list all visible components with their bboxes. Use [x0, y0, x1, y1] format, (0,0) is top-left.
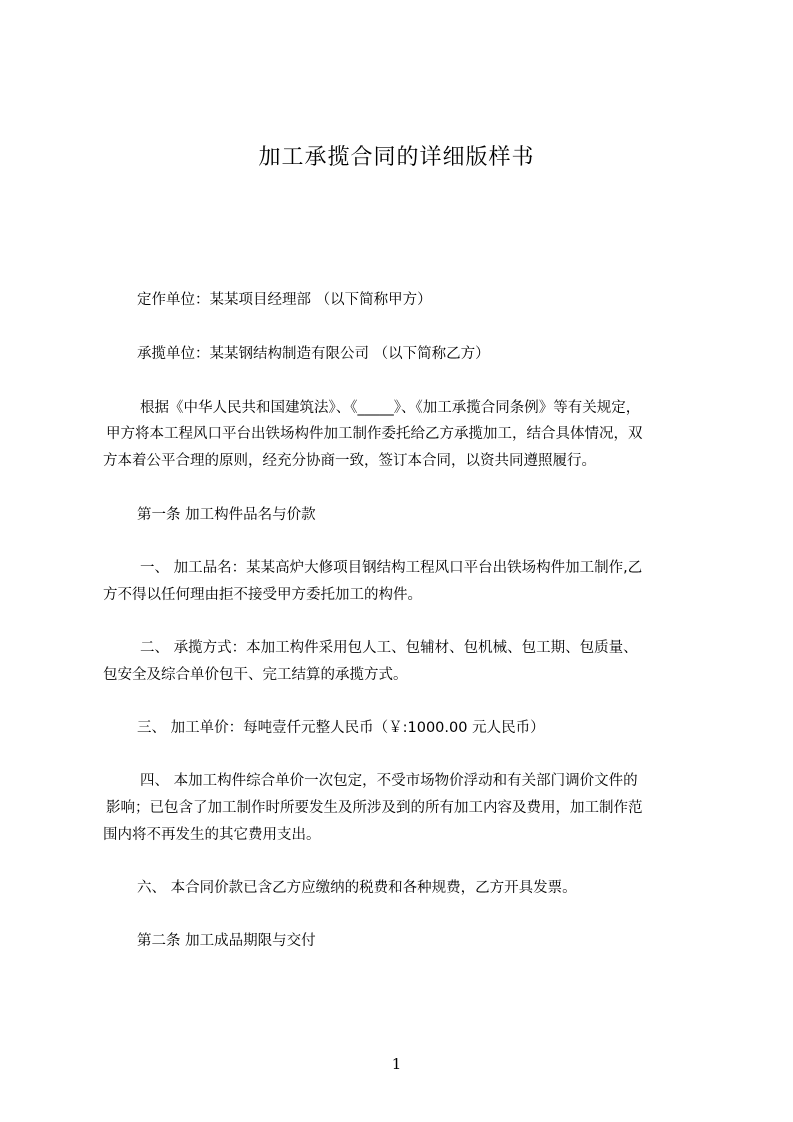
article-1-item-4-line-3: 围内将不再发生的其它费用支出。	[103, 827, 321, 843]
contractor-party-line: 承揽单位：某某钢结构制造有限公司 （以下简称乙方）	[137, 346, 490, 362]
article-1-heading: 第一条 加工构件品名与价款	[137, 507, 316, 523]
article-1-item-6-line-1: 六、 本合同价款已含乙方应缴纳的税费和各种规费，乙方开具发票。	[137, 880, 577, 896]
article-1-item-4-line-2: 影响；已包含了加工制作时所要发生及所涉及到的所有加工内容及费用，加工制作范	[106, 800, 643, 816]
preamble-line-1: 根据《中华人民共和国建筑法》、《_____》、《加工承揽合同条例》等有关规定，	[140, 400, 641, 416]
page-number: 1	[391, 1055, 402, 1073]
preamble-line-3: 方本着公平合理的原则，经充分协商一致，签订本合同，以资共同遵照履行。	[103, 453, 596, 469]
document-title: 加工承揽合同的详细版样书	[258, 145, 535, 170]
article-1-item-2-line-1: 二、 承揽方式：本加工构件采用包人工、包辅材、包机械、包工期、包质量、	[140, 640, 638, 656]
article-1-item-1-line-2: 方不得以任何理由拒不接受甲方委托加工的构件。	[103, 587, 422, 603]
article-1-item-1-line-1: 一、 加工品名：某某高炉大修项目钢结构工程风口平台出铁场构件加工制作,乙	[140, 560, 643, 576]
client-party-line: 定作单位：某某项目经理部 （以下简称甲方）	[137, 292, 432, 308]
article-1-item-2-line-2: 包安全及综合单价包干、完工结算的承揽方式。	[103, 667, 408, 683]
article-2-heading: 第二条 加工成品期限与交付	[137, 933, 316, 949]
article-1-item-3-line-1: 三、 加工单价：每吨壹仟元整人民币（￥:1000.00 元人民币）	[137, 720, 545, 736]
preamble-line-2: 甲方将本工程风口平台出铁场构件加工制作委托给乙方承揽加工，结合具体情况，双	[106, 426, 643, 442]
article-1-item-4-line-1: 四、 本加工构件综合单价一次包定，不受市场物价浮动和有关部门调价文件的	[140, 773, 638, 789]
